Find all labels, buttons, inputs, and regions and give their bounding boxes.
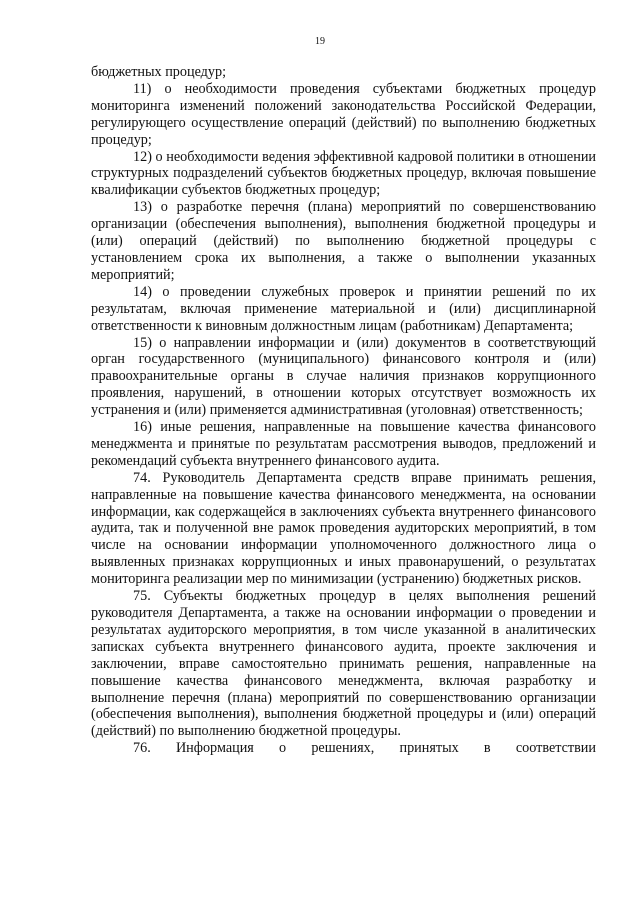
document-body (91, 64, 596, 757)
paragraph-item-14: 14) о проведении служебных проверок и принятии решений по их результатам, включая применение материальной и (или) дисциплинарной ответственности к виновным должностным лицам (работникам) Департамента; (91, 283, 596, 334)
paragraph-item-13: 13) о разработке перечня (плана) мероприятий по совершенствованию организации (обеспечения выполнения), выполнения бюджетной процедуры и (или) операций (действий) по выполнению бюджетной процедуры с установлением срока их выполнения, а также о выполнении указанных мероприятий; (91, 199, 596, 283)
paragraph-continuation: бюджетных процедур; (91, 64, 227, 80)
paragraph-item-11: 11) о необходимости проведения субъектами бюджетных процедур мониторинга изменений положений законодательства Российской Федерации, регулирующего осуществление операций (действий) по выполнению бюджетных процедур; (91, 80, 596, 148)
paragraph-clause-75: 75. Субъекты бюджетных процедур в целях выполнения решений руководителя Департамента, а также на основании информации о проведении и результатах аудиторского мероприятия, в том числе указанной в аналитических записках субъекта внутреннего финансового аудита, проекте заключения и заключении, вправе самостоятельно принимать решения, направленные на повышение качества финансового менеджмента, включая разработку и выполнение перечня (плана) мероприятий по совершенствованию организации (обеспечения выполнения), выполнения бюджетной процедуры и (или) операций (действий) по выполнению бюджетной процедуры. (91, 588, 596, 740)
paragraph-item-16: 16) иные решения, направленные на повышение качества финансового менеджмента и принятые по результатам рассмотрения выводов, предложений и рекомендаций субъекта внутреннего финансового аудита. (91, 419, 596, 469)
paragraph-clause-74: 74. Руководитель Департамента средств вправе принимать решения, направленные на повышение качества финансового менеджмента, на основании информации, как содержащейся в заключениях субъекта внутреннего финансового аудита, так и полученной вне рамок проведения аудиторских мероприятий, в том числе на основании информации уполномоченного должностного лица о выявленных признаках коррупционных и иных правонарушений, о результатах мониторинга реализации мер по минимизации (устранению) бюджетных рисков. (91, 469, 596, 588)
paragraph-item-12: 12) о необходимости ведения эффективной кадровой политики в отношении структурных подразделений субъектов бюджетных процедур, включая повышение квалификации субъектов бюджетных процедур; (91, 148, 596, 199)
page-number: 19 (315, 36, 325, 47)
paragraph-clause-76: 76. Информация о решениях, принятых в соответствии (133, 740, 596, 757)
paragraph-item-15: 15) о направлении информации и (или) документов в соответствующий орган государственного (муниципального) финансового контроля и (или) правоохранительные органы в случае наличия признаков коррупционного проявления, нарушений, в отношении которых отсутствует возможность их устранения и (или) применяется административная (уголовная) ответственность; (91, 334, 596, 419)
